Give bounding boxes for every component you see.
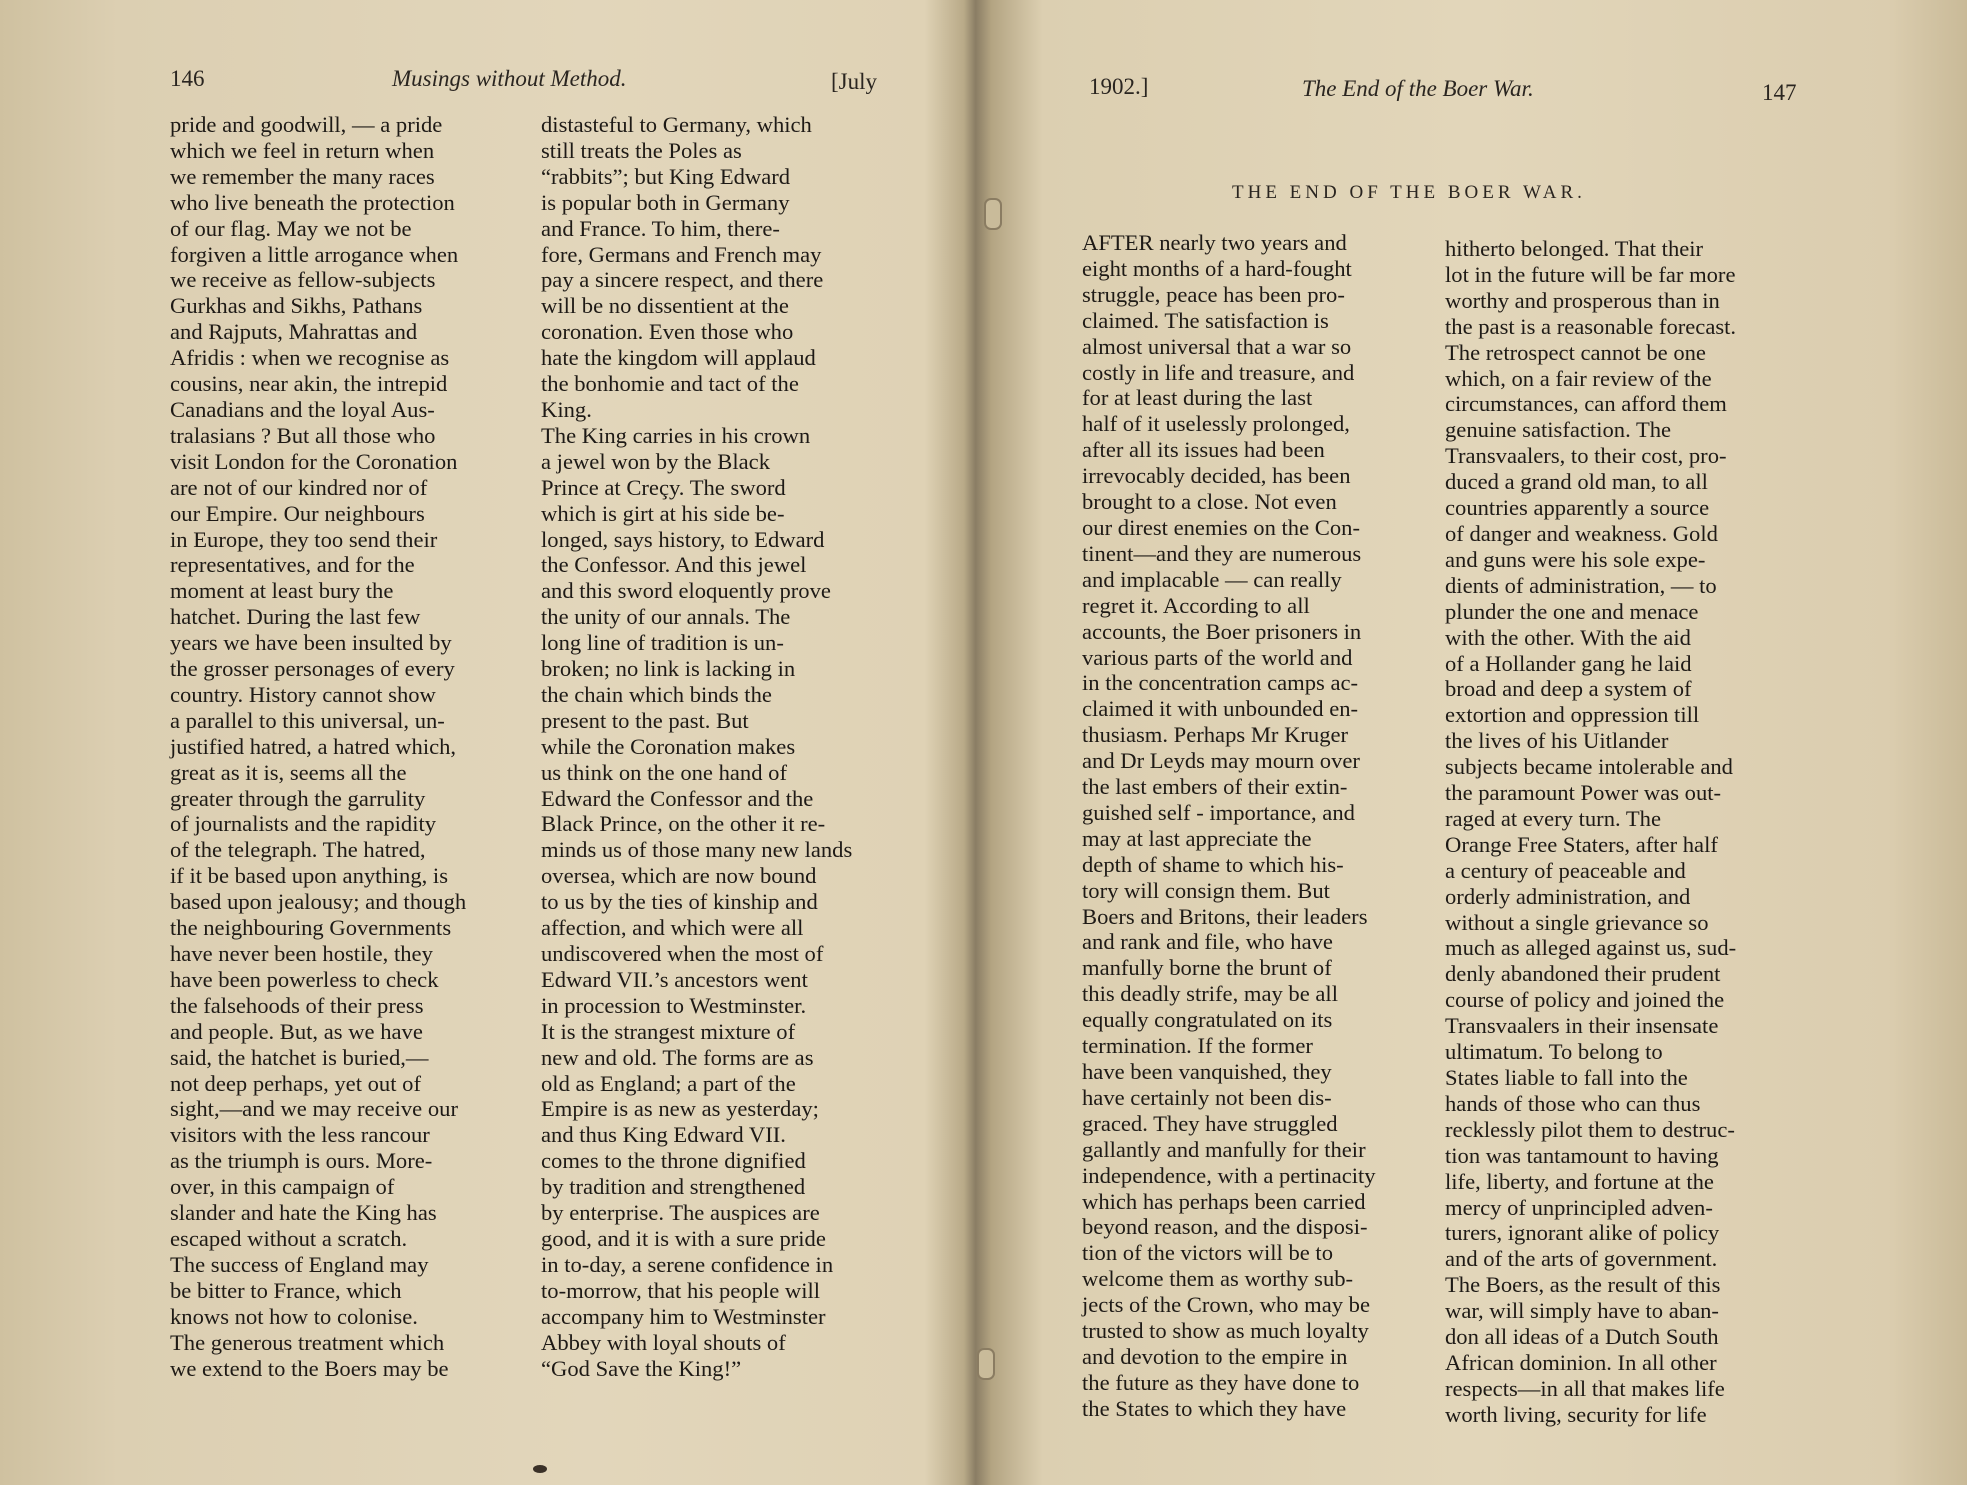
text-line: plunder the one and menace [1445,598,1699,624]
text-line: independence, with a pertinacity [1082,1162,1376,1188]
text-line: Transvaalers, to their cost, pro- [1445,443,1727,469]
text-line: King. [541,396,592,422]
text-line: claimed. The satisfaction is [1082,307,1329,333]
text-line: half of it uselessly prolonged, [1082,411,1350,437]
text-line: distasteful to Germany, which [541,112,812,137]
text-line: by enterprise. The auspices are [541,1200,820,1226]
text-line: The generous treatment which [170,1329,445,1355]
text-line: lot in the future will be far more [1445,261,1736,287]
text-line: Transvaalers in their insensate [1445,1013,1719,1039]
text-line: genuine satisfaction. The [1445,417,1672,443]
text-line: pride and goodwill, — a pride [170,112,443,137]
text-line: worthy and prosperous than in [1445,287,1720,313]
text-line: termination. If the former [1082,1033,1313,1059]
text-line: The retrospect cannot be one [1445,339,1706,365]
date-mark-right: 1902.] [1089,74,1149,99]
text-line: be bitter to France, which [170,1277,402,1303]
text-line: Afridis : when we recognise as [170,345,450,371]
text-line: beyond reason, and the disposi- [1082,1214,1368,1240]
text-line: sight,—and we may receive our [170,1096,458,1122]
text-line: respects—in all that makes life [1445,1375,1725,1401]
text-line: tion of the victors will be to [1082,1240,1334,1266]
text-line: raged at every turn. The [1445,805,1662,831]
text-line: The Boers, as the result of this [1445,1272,1721,1298]
text-line: hitherto belonged. That their [1445,236,1704,261]
text-line: if it be based upon anything, is [170,863,448,889]
text-line: irrevocably decided, has been [1082,463,1351,489]
text-line: Abbey with loyal shouts of [541,1329,786,1355]
text-line: of journalists and the rapidity [170,811,437,837]
text-line: escaped without a scratch. [170,1225,408,1251]
text-line: Gurkhas and Sikhs, Pathans [170,293,423,319]
text-line: and guns were his sole expe- [1445,546,1706,572]
text-line: our Empire. Our neighbours [170,500,425,526]
text-line: Edward the Confessor and the [541,785,814,811]
text-line: undiscovered when the most of [541,941,824,966]
text-line: of our flag. May we not be [170,215,412,241]
text-line: good, and it is with a sure pride [541,1225,826,1251]
text-line: brought to a close. Not even [1082,489,1337,515]
text-line: to-morrow, that his people will [541,1277,821,1303]
text-line: a jewel won by the Black [541,448,771,474]
text-line: guished self - importance, and [1082,799,1355,825]
text-line: and devotion to the empire in [1082,1343,1348,1369]
text-line: after all its issues had been [1082,437,1325,463]
text-line: the States to which they have [1082,1395,1347,1421]
text-line: orderly administration, and [1445,883,1691,909]
text-line: the chain which binds the [541,681,772,707]
text-line: and France. To him, there- [541,215,780,241]
text-line: of danger and weakness. Gold [1445,520,1718,546]
text-line: accompany him to Westminster [541,1303,826,1329]
running-title-left: Musings without Method. [392,66,627,91]
text-line: graced. They have struggled [1082,1110,1338,1136]
left-column-1 [170,112,466,1381]
text-line: tory will consign them. But [1082,877,1330,903]
right-column-2 [1445,236,1736,1428]
right-page [985,0,1967,1485]
text-line: tralasians ? But all those who [170,422,436,448]
text-line: without a single grievance so [1445,909,1709,935]
text-line: the future as they have done to [1082,1369,1360,1395]
text-line: which, on a fair review of the [1445,365,1712,391]
text-line: which we feel in return when [170,137,435,163]
text-line: the Confessor. And this jewel [541,552,807,578]
text-line: Canadians and the loyal Aus- [170,396,435,422]
text-line: Edward VII.’s ancestors went [541,966,808,992]
text-line: coronation. Even those who [541,319,794,345]
text-line: various parts of the world and [1082,644,1353,670]
text-line: war, will simply have to aban- [1445,1298,1719,1324]
text-line: who live beneath the protection [170,189,455,215]
text-line: dients of administration, — to [1445,572,1717,598]
text-line: present to the past. But [541,707,749,733]
text-line: eight months of a hard-fought [1082,255,1352,281]
text-line: equally congratulated on its [1082,1007,1333,1033]
text-line: a century of peaceable and [1445,857,1686,883]
text-line: the lives of his Uitlander [1445,728,1669,754]
text-line: which is girt at his side be- [541,500,785,526]
text-line: have been powerless to check [170,966,439,992]
text-line: don all ideas of a Dutch South [1445,1324,1719,1350]
text-line: welcome them as worthy sub- [1082,1266,1354,1292]
text-line: greater through the garrulity [170,785,426,811]
text-line: and Dr Leyds may mourn over [1082,748,1360,774]
text-line: by tradition and strengthened [541,1174,806,1200]
text-line: The success of England may [170,1251,429,1277]
text-line: while the Coronation makes [541,733,796,759]
text-line: “rabbits”; but King Edward [541,163,791,189]
text-line: comes to the throne dignified [541,1148,806,1174]
text-line: accounts, the Boer prisoners in [1082,618,1362,644]
text-line: have certainly not been dis- [1082,1084,1332,1110]
text-line: will be no dissentient at the [541,293,789,319]
text-line: still treats the Poles as [541,137,742,163]
page-number-left: 146 [170,66,205,91]
text-line: the neighbouring Governments [170,915,452,941]
text-line: longed, says history, to Edward [541,526,825,552]
text-line: the falsehoods of their press [170,992,424,1018]
text-line: the last embers of their extin- [1082,774,1348,800]
text-line: subjects became intolerable and [1445,754,1733,780]
text-line: in the concentration camps ac- [1082,670,1359,696]
text-line: country. History cannot show [170,681,436,707]
text-line: cousins, near akin, the intrepid [170,371,448,397]
text-line: forgiven a little arrogance when [170,241,459,267]
ink-blot [533,1465,547,1473]
text-line: affection, and which were all [541,915,804,941]
text-line: long line of tradition is un- [541,630,784,656]
text-line: we receive as fellow-subjects [170,267,436,293]
text-line: said, the hatchet is buried,— [170,1044,429,1070]
text-line: manfully borne the brunt of [1082,955,1332,981]
text-line: for at least during the last [1082,385,1313,411]
text-line: pay a sincere respect, and there [541,267,824,293]
text-line: and thus King Edward VII. [541,1122,786,1148]
text-line: and implacable — can really [1082,566,1342,592]
text-line: denly abandoned their prudent [1445,961,1721,987]
text-line: over, in this campaign of [170,1174,395,1200]
text-line: Orange Free Staters, after half [1445,831,1718,857]
text-line: Boers and Britons, their leaders [1082,903,1368,929]
text-line: jects of the Crown, who may be [1082,1292,1371,1318]
text-line: gallantly and manfully for their [1082,1136,1366,1162]
text-line: much as alleged against us, sud- [1445,935,1737,961]
text-line: the unity of our annals. The [541,604,791,630]
text-line: duced a grand old man, to all [1445,469,1708,495]
text-line: which has perhaps been carried [1082,1188,1366,1214]
text-line: and Rajputs, Mahrattas and [170,319,418,345]
text-line: ultimatum. To belong to [1445,1039,1663,1065]
text-line: hatchet. During the last few [170,604,421,630]
text-line: moment at least bury the [170,578,394,604]
text-line: life, liberty, and fortune at the [1445,1168,1714,1194]
date-mark-left: [July [831,69,877,94]
text-line: representatives, and for the [170,552,415,578]
text-line: and this sword eloquently prove [541,578,831,604]
text-line: in Europe, they too send their [170,526,438,552]
text-line: tinent—and they are numerous [1082,540,1362,566]
text-line: claimed it with unbounded en- [1082,696,1359,722]
text-line: years we have been insulted by [170,630,452,656]
text-line: have been vanquished, they [1082,1059,1332,1084]
text-line: turers, ignorant alike of policy [1445,1220,1720,1246]
text-line: AFTER nearly two years and [1082,230,1347,255]
text-line: in procession to Westminster. [541,992,807,1018]
text-line: course of policy and joined the [1445,987,1725,1013]
text-line: not deep perhaps, yet out of [170,1070,421,1096]
text-line: this deadly strife, may be all [1082,981,1338,1007]
text-line: Empire is as new as yesterday; [541,1096,819,1122]
text-line: great as it is, seems all the [170,759,407,785]
text-line: It is the strangest mixture of [541,1018,796,1044]
text-line: old as England; a part of the [541,1070,796,1096]
text-line: “God Save the King!” [541,1355,742,1381]
text-line: visitors with the less rancour [170,1122,430,1148]
text-line: visit London for the Coronation [170,448,458,474]
text-line: struggle, peace has been pro- [1082,281,1345,307]
text-line: to us by the ties of kinship and [541,889,818,915]
text-line: knows not how to colonise. [170,1303,418,1329]
text-line: hands of those who can thus [1445,1090,1701,1116]
text-line: is popular both in Germany [541,189,790,215]
text-line: we remember the many races [170,163,435,189]
text-line: and rank and file, who have [1082,929,1333,955]
text-line: in to-day, a serene confidence in [541,1251,834,1277]
text-line: The King carries in his crown [541,422,811,448]
text-line: broken; no link is lacking in [541,656,796,682]
text-line: and people. But, as we have [170,1018,423,1044]
text-line: hate the kingdom will applaud [541,345,816,371]
left-column-2 [541,112,852,1381]
text-line: new and old. The forms are as [541,1044,814,1070]
right-column-1 [1082,230,1376,1422]
text-line: African dominion. In all other [1445,1349,1717,1375]
text-line: the bonhomie and tact of the [541,371,799,397]
text-line: depth of shame to which his- [1082,851,1344,877]
text-line: us think on the one hand of [541,759,787,785]
text-line: circumstances, can afford them [1445,391,1727,417]
text-line: minds us of those many new lands [541,837,853,863]
text-line: as the triumph is ours. More- [170,1148,433,1174]
text-line: broad and deep a system of [1445,676,1692,702]
text-line: the past is a reasonable forecast. [1445,313,1737,339]
text-line: Black Prince, on the other it re- [541,811,826,837]
text-line: trusted to show as much loyalty [1082,1318,1369,1344]
text-line: the paramount Power was out- [1445,780,1722,806]
running-title-right: The End of the Boer War. [1302,76,1534,101]
text-line: countries apparently a source [1445,495,1710,521]
text-line: a parallel to this universal, un- [170,707,445,733]
text-line: slander and hate the King has [170,1200,437,1226]
text-line: of a Hollander gang he laid [1445,650,1692,676]
text-line: mercy of unprincipled adven- [1445,1194,1713,1220]
article-title: THE END OF THE BOER WAR. [1232,182,1586,203]
text-line: based upon jealousy; and though [170,889,467,915]
page-number-right: 147 [1762,80,1797,105]
text-line: thusiasm. Perhaps Mr Kruger [1082,722,1349,748]
text-line: we extend to the Boers may be [170,1355,449,1381]
text-line: States liable to fall into the [1445,1065,1688,1090]
text-line: oversea, which are now bound [541,863,817,889]
text-line: justified hatred, a hatred which, [170,733,457,759]
text-line: and of the arts of government. [1445,1246,1718,1272]
text-line: the grosser personages of every [170,656,455,682]
text-line: with the other. With the aid [1445,624,1691,650]
text-line: regret it. According to all [1082,592,1310,618]
text-line: our direst enemies on the Con- [1082,514,1360,540]
text-line: worth living, security for life [1445,1401,1707,1427]
text-line: may at last appreciate the [1082,825,1312,851]
text-line: tion was tantamount to having [1445,1142,1719,1168]
text-line: fore, Germans and French may [541,241,822,267]
text-line: extortion and oppression till [1445,702,1700,728]
text-line: are not of our kindred nor of [170,474,428,500]
text-line: recklessly pilot them to destruc- [1445,1116,1735,1142]
text-line: have never been hostile, they [170,941,433,966]
text-line: Prince at Creçy. The sword [541,474,786,500]
text-line: almost universal that a war so [1082,333,1352,359]
left-page [0,0,975,1485]
text-line: of the telegraph. The hatred, [170,837,426,863]
text-line: costly in life and treasure, and [1082,359,1355,385]
